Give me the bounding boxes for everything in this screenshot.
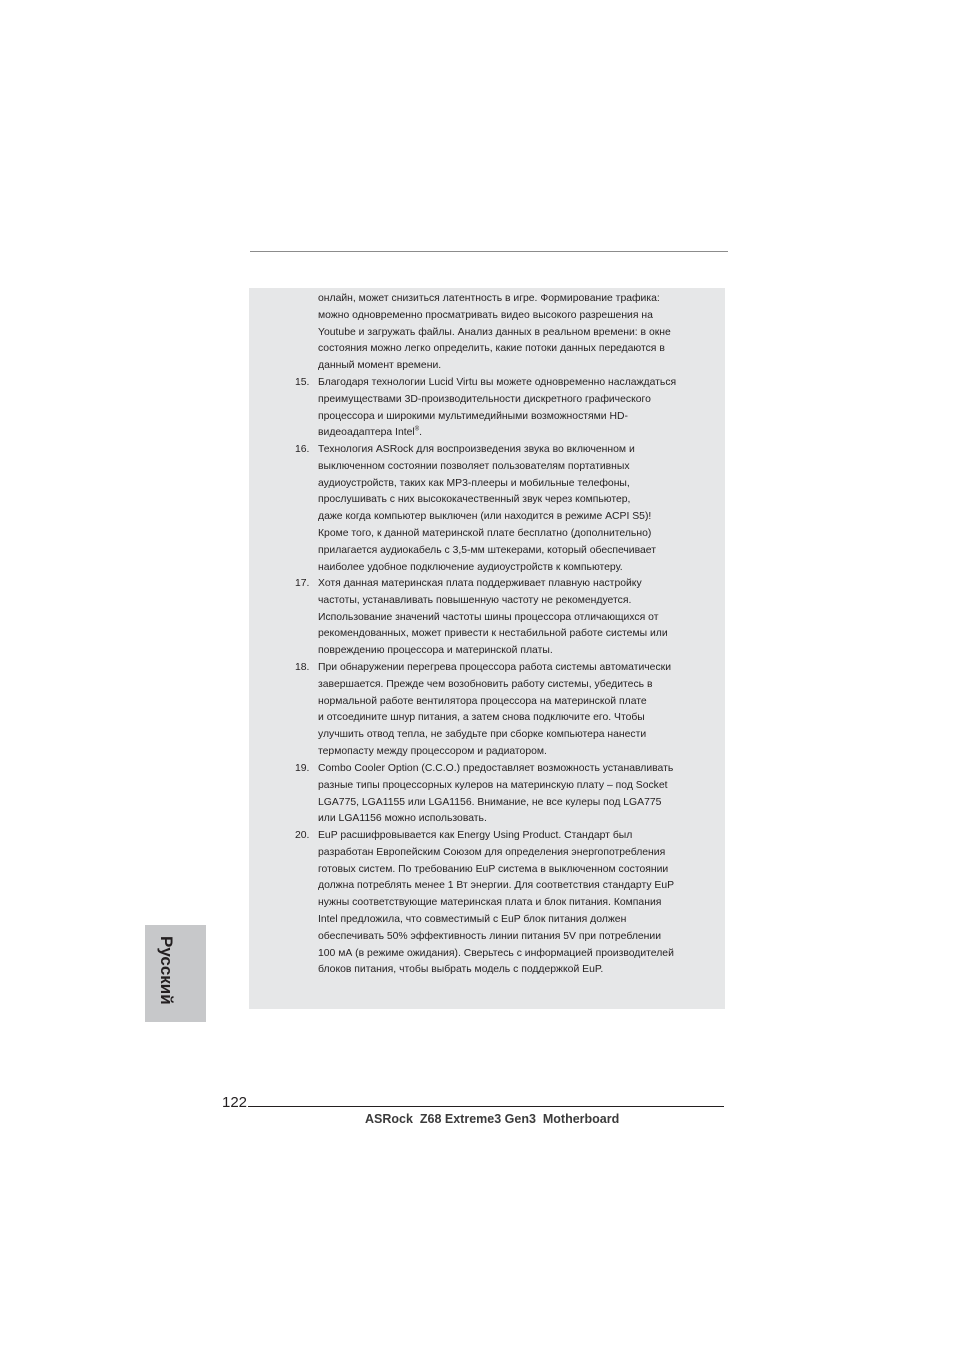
text-line: состояния можно легко определить, какие потоки данных передаются в [318, 343, 665, 355]
text-line: Youtube и загружать файлы. Анализ данных в реальном времени: в окне [318, 326, 671, 338]
text-line: 100 мА (в режиме ожидания). Сверьтесь с информацией производителей [318, 947, 674, 959]
item-number: 16. [295, 444, 310, 455]
text-line: завершается. Прежде чем возобновить работу системы, убедитесь в [318, 678, 653, 690]
text-line: разработан Европейским Союзом для определения энергопотребления [318, 846, 666, 858]
footer-rule [248, 1106, 724, 1107]
text-line: разные типы процессорных кулеров на материнскую плату – под Socket [318, 779, 668, 791]
text-line: должна потреблять менее 1 Вт энергии. Для соответствия стандарту EuP [318, 880, 675, 892]
text-line: и отсоедините шнур питания, а затем снова подключите его. Чтобы [318, 712, 645, 724]
footer-title: ASRock Z68 Extreme3 Gen3 Motherboard [365, 1112, 620, 1126]
item-text [318, 576, 715, 660]
text-line: Combo Cooler Option (C.C.O.) предоставляет возможность устанавливать [318, 763, 674, 774]
text-line: При обнаружении перегрева процессора работа системы автоматически [318, 662, 671, 673]
text-line: EuP расшифровывается как Energy Using Product. Стандарт был [318, 830, 633, 841]
text-line: наиболее удобное подключение аудиоустройств к компьютеру. [318, 561, 623, 573]
text-line: термопасту между процессором и радиатором. [318, 745, 547, 757]
item-text [318, 375, 715, 442]
text-line: частоты, устанавливать повышенную частоту не рекомендуется. [318, 594, 632, 606]
text-line: прослушивать с них высококачественный звук через компьютер, [318, 494, 631, 506]
text-line: нормальной работе вентилятора процессора на материнской плате [318, 695, 647, 707]
item-number: 15. [295, 377, 310, 388]
text-line: можно одновременно просматривать видео высокого разрешения на [318, 309, 653, 321]
text-line: выключенном состоянии позволяет пользователям портативных [318, 460, 630, 472]
text-line: LGA775, LGA1155 или LGA1156. Внимание, не все кулеры под LGA775 [318, 796, 662, 808]
text-line: данный момент времени. [318, 360, 442, 372]
page-number: 122 [222, 1094, 248, 1111]
text-line: преимуществами 3D-производительности дискретного графического [318, 393, 651, 405]
text-line: Хотя данная материнская плата поддерживает плавную настройку [318, 578, 642, 589]
text-line: рекомендованных, может привести к нестабильной работе системы или [318, 628, 668, 640]
item-text [318, 442, 715, 576]
item-text [318, 660, 715, 761]
item-number: 20. [295, 830, 310, 841]
text-line: аудиоустройств, таких как MP3-плееры и мобильные телефоны, [318, 477, 630, 489]
text-line: онлайн, может снизиться латентность в игре. Формирование трафика: [318, 293, 660, 304]
language-tab-label: Русский [157, 936, 176, 1005]
text-line: улучшить отвод тепла, не забудьте при сборке компьютера нанести [318, 729, 647, 741]
text-line: прилагается аудиокабель с 3,5-мм штекерами, который обеспечивает [318, 544, 656, 556]
item-number: 17. [295, 578, 310, 589]
header-rule [250, 251, 728, 252]
text-line [318, 425, 715, 442]
text-fragment: . [419, 427, 423, 439]
text-line: Кроме того, к данной материнской плате бесплатно (дополнительно) [318, 527, 652, 539]
text-line: или LGA1156 можно использовать. [318, 813, 487, 825]
text-line: Благодаря технологии Lucid Virtu вы можете одновременно наслаждаться [318, 377, 677, 388]
continuation-paragraph [318, 291, 718, 375]
item-text [318, 761, 715, 828]
text-line: Использование значений частоты шины процессора отличающихся от [318, 611, 659, 623]
item-number: 19. [295, 763, 310, 774]
text-fragment: видеоадаптера Intel [318, 427, 415, 439]
text-line: даже когда компьютер выключен (или находится в режиме ACPI S5)! [318, 511, 652, 523]
text-line: повреждению процессора и материнской платы. [318, 645, 553, 657]
text-line: обеспечивать 50% эффективность линии питания 5V при потреблении [318, 930, 662, 942]
text-line: блоков питания, чтобы выбрать модель с поддержкой EuP. [318, 964, 604, 976]
text-line: процессора и широкими мультимедийными возможностями HD- [318, 410, 628, 422]
item-number: 18. [295, 662, 310, 673]
text-line: Intel предложила, что совместимый с EuP блок питания должен [318, 913, 627, 925]
item-text [318, 828, 715, 979]
text-line: готовых систем. По требованию EuP система в выключенном состоянии [318, 863, 669, 875]
text-line: Технология ASRock для воспроизведения звука во включенном и [318, 444, 635, 455]
registered-mark: ® [414, 426, 420, 433]
text-line: нужны соответствующие материнская плата и блок питания. Компания [318, 897, 662, 909]
